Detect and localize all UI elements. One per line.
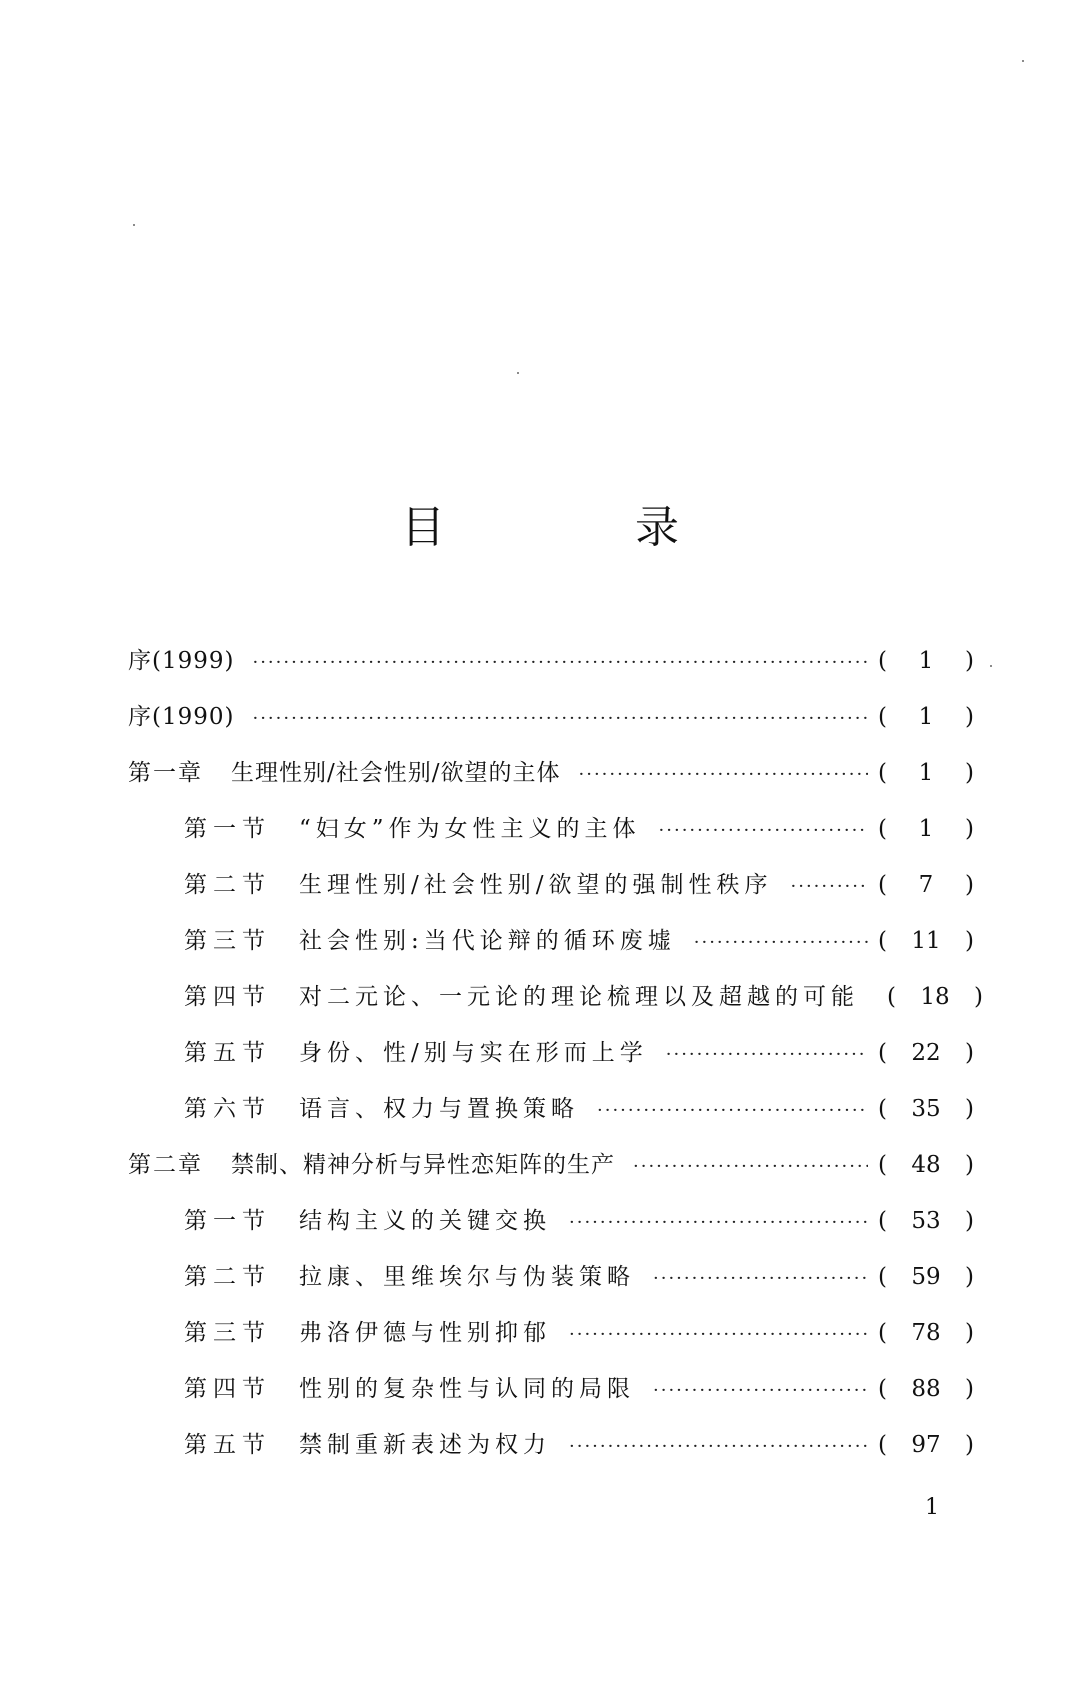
dot-leader — [569, 1419, 868, 1475]
toc-entry-label: 生理性别/社会性别/欲望的主体 — [231, 760, 561, 786]
paren-close: ) — [965, 1432, 974, 1458]
scan-speck — [133, 224, 135, 226]
paren-close: ) — [965, 760, 974, 786]
paren-open: ( — [878, 816, 887, 842]
toc-entry[interactable] — [128, 969, 983, 1025]
toc-entry[interactable] — [128, 1137, 974, 1193]
page-title: 目 录 — [401, 502, 767, 553]
page-number-value: 35 — [911, 1096, 941, 1122]
dot-leader — [579, 747, 869, 803]
page-number-value: 88 — [911, 1376, 941, 1402]
paren-open: ( — [878, 760, 887, 786]
toc-entry[interactable] — [128, 913, 974, 969]
paren-open: ( — [878, 648, 887, 674]
scan-speck — [1022, 60, 1024, 62]
toc-entry-number: 第六节 — [184, 1096, 271, 1122]
paren-close: ) — [965, 1320, 974, 1346]
toc-entry-label: 禁制重新表述为权力 — [299, 1432, 551, 1458]
toc-entry-page — [887, 969, 983, 1025]
toc-entry-title — [184, 1417, 551, 1473]
toc-entry-label: 结构主义的关键交换 — [299, 1208, 551, 1234]
toc-entry[interactable] — [128, 1249, 974, 1305]
toc-entry-title — [184, 1249, 635, 1305]
toc-entry-title — [128, 689, 234, 745]
paren-open: ( — [878, 1264, 887, 1290]
paren-open: ( — [878, 1320, 887, 1346]
page-number-value: 97 — [911, 1432, 941, 1458]
toc-entry-title — [184, 969, 859, 1025]
toc-entry-page — [878, 745, 974, 801]
toc-entry-page — [878, 801, 974, 857]
toc-entry[interactable] — [128, 1305, 974, 1361]
toc-entry-label: 禁制、精神分析与异性恋矩阵的生产 — [231, 1152, 615, 1178]
dot-leader — [633, 1139, 868, 1195]
paren-close: ) — [965, 1152, 974, 1178]
toc-entry[interactable] — [128, 801, 974, 857]
scan-speck — [990, 665, 992, 667]
toc-entry-title — [128, 633, 234, 689]
toc-entry-number: 第四节 — [184, 984, 271, 1010]
toc-entry-label: “妇女”作为女性主义的主体 — [299, 816, 641, 842]
paren-open: ( — [878, 1096, 887, 1122]
paren-open: ( — [878, 1208, 887, 1234]
dot-leader — [653, 1363, 868, 1419]
toc-entry-label: 序(1990) — [128, 704, 235, 730]
paren-close: ) — [974, 984, 983, 1010]
toc-entry-title — [184, 1305, 551, 1361]
paren-close: ) — [965, 1040, 974, 1066]
toc-entry-title — [184, 857, 773, 913]
toc-entry-number: 第二节 — [184, 872, 271, 898]
paren-open: ( — [887, 984, 896, 1010]
page-number-value: 18 — [920, 984, 950, 1010]
paren-close: ) — [965, 1376, 974, 1402]
toc-entry-number: 第二节 — [184, 1264, 271, 1290]
toc-entry-label: 语言、权力与置换策略 — [299, 1096, 579, 1122]
toc-entry-page — [878, 633, 974, 689]
page-number-value: 22 — [911, 1040, 941, 1066]
paren-open: ( — [878, 928, 887, 954]
paren-open: ( — [878, 1040, 887, 1066]
dot-leader — [252, 691, 868, 747]
toc-entry-label: 性别的复杂性与认同的局限 — [299, 1376, 635, 1402]
page-number-value: 59 — [911, 1264, 941, 1290]
toc-entry-label: 对二元论、一元论的理论梳理以及超越的可能 — [299, 984, 859, 1010]
toc-entry-title — [184, 1361, 635, 1417]
dot-leader — [597, 1083, 868, 1139]
page-number-value: 53 — [911, 1208, 941, 1234]
dot-leader — [569, 1307, 868, 1363]
toc-entry-number: 第三节 — [184, 928, 271, 954]
toc-entry-number: 第一节 — [184, 1208, 271, 1234]
paren-open: ( — [878, 704, 887, 730]
dot-leader — [694, 915, 868, 971]
toc-entry-title — [184, 1081, 579, 1137]
page-number-value: 11 — [911, 928, 941, 954]
toc-entry[interactable] — [128, 1417, 974, 1473]
page-number-value: 1 — [918, 648, 934, 674]
paren-close: ) — [965, 1208, 974, 1234]
toc-entry[interactable] — [128, 633, 974, 689]
toc-entry-number: 第五节 — [184, 1432, 271, 1458]
paren-close: ) — [965, 648, 974, 674]
toc-entry[interactable] — [128, 1193, 974, 1249]
toc-entry-title — [184, 1025, 648, 1081]
page-number-value: 1 — [918, 704, 934, 730]
toc-entry-number: 第一节 — [184, 816, 271, 842]
page-number-value: 1 — [918, 760, 934, 786]
paren-close: ) — [965, 816, 974, 842]
toc-entry-page — [878, 913, 974, 969]
toc-entry-page — [878, 689, 974, 745]
page-number-value: 48 — [911, 1152, 941, 1178]
toc-entry-title — [128, 745, 561, 801]
paren-open: ( — [878, 1432, 887, 1458]
scan-speck — [517, 372, 519, 374]
toc-entry[interactable] — [128, 689, 974, 745]
paren-close: ) — [965, 1264, 974, 1290]
dot-leader — [659, 803, 868, 859]
dot-leader — [791, 859, 869, 915]
page-number-value: 78 — [911, 1320, 941, 1346]
toc-entry-number: 第五节 — [184, 1040, 271, 1066]
paren-close: ) — [965, 1096, 974, 1122]
toc-entry[interactable] — [128, 1081, 974, 1137]
toc-entry-label: 弗洛伊德与性别抑郁 — [299, 1320, 551, 1346]
paren-open: ( — [878, 1152, 887, 1178]
toc-entry-label: 身份、性/别与实在形而上学 — [299, 1040, 648, 1066]
table-of-contents — [128, 633, 983, 1473]
toc-entry-page — [878, 1025, 974, 1081]
toc-entry-title — [128, 1137, 615, 1193]
toc-entry[interactable] — [128, 1025, 974, 1081]
toc-entry[interactable] — [128, 857, 974, 913]
toc-entry-title — [184, 913, 676, 969]
toc-entry-number: 第四节 — [184, 1376, 271, 1402]
dot-leader — [252, 635, 868, 691]
toc-entry-page — [878, 1081, 974, 1137]
toc-entry-title — [184, 1193, 551, 1249]
dot-leader — [666, 1027, 868, 1083]
paren-open: ( — [878, 1376, 887, 1402]
toc-entry-page — [878, 1305, 974, 1361]
toc-entry-page — [878, 857, 974, 913]
page-number-value: 7 — [918, 872, 934, 898]
toc-entry-number: 第三节 — [184, 1320, 271, 1346]
page-number-value: 1 — [918, 816, 934, 842]
toc-entry-page — [878, 1193, 974, 1249]
toc-entry-number: 第一章 — [128, 760, 203, 786]
toc-entry-label: 序(1999) — [128, 648, 235, 674]
toc-entry[interactable] — [128, 745, 974, 801]
toc-entry-label: 拉康、里维埃尔与伪装策略 — [299, 1264, 635, 1290]
dot-leader — [653, 1251, 868, 1307]
toc-entry-title — [184, 801, 641, 857]
paren-close: ) — [965, 928, 974, 954]
toc-entry-page — [878, 1361, 974, 1417]
paren-close: ) — [965, 872, 974, 898]
toc-entry-number: 第二章 — [128, 1152, 203, 1178]
dot-leader — [569, 1195, 868, 1251]
toc-entry[interactable] — [128, 1361, 974, 1417]
toc-entry-page — [878, 1137, 974, 1193]
paren-open: ( — [878, 872, 887, 898]
paren-close: ) — [965, 704, 974, 730]
toc-entry-label: 社会性别:当代论辩的循环废墟 — [299, 928, 676, 954]
toc-entry-page — [878, 1249, 974, 1305]
toc-entry-label: 生理性别/社会性别/欲望的强制性秩序 — [299, 872, 773, 898]
toc-entry-page — [878, 1417, 974, 1473]
page-number: 1 — [925, 1495, 939, 1520]
